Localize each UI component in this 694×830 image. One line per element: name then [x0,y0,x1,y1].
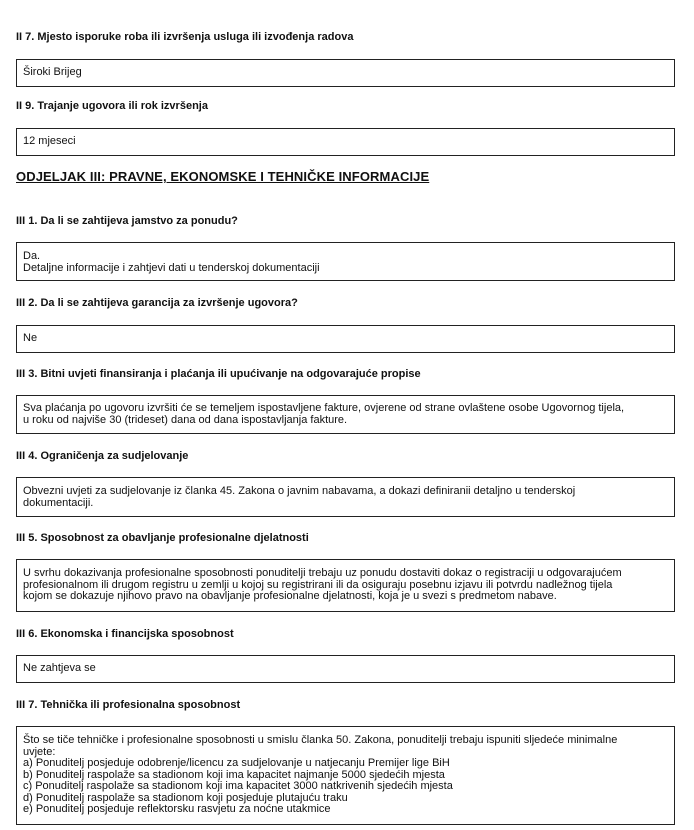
box-line: uvjete: [23,745,56,758]
box-line: Da. [23,250,41,262]
section-box-ii7 [16,59,675,87]
box-line: Obvezni uvjeti za sudjelovanje iz članka 45. Zakona o javnim nabavama, a dokazi definiranii detaljno u tenderskoj [23,485,576,497]
section-box-iii3 [16,395,675,434]
box-line: Ne zahtjeva se [23,662,96,674]
section-label-iii7: III 7. Tehnička ili profesionalna sposobnost [16,699,241,711]
section-box-ii9 [16,128,675,156]
box-line: Što se tiče tehničke i profesionalne sposobnosti u smislu članka 50. Zakona, ponuditelji trebaju ispuniti sljedeće minimalne [23,734,618,746]
section-label-ii9: II 9. Trajanje ugovora ili rok izvršenja [16,100,208,112]
box-line: u roku od najviše 30 (trideset) dana od dana ispostavljanja fakture. [23,413,348,426]
box-line: dokumentaciji. [23,496,94,509]
box-line: Široki Brijeg [23,66,82,78]
section-label-ii7: II 7. Mjesto isporuke roba ili izvršenja usluga ili izvođenja radova [16,31,354,43]
section-box-iii6 [16,655,675,683]
section-label-iii5: III 5. Sposobnost za obavljanje profesionalne djelatnosti [16,532,309,544]
box-line: e) Ponuditelj posjeduje reflektorsku rasvjetu za noćne utakmice [23,803,331,815]
box-line: kojom se dokazuje njihovo pravo na obavljanje profesionalne djelatnosti, koja je u svezi s predmetom nabave. [23,590,557,602]
box-line: d) Ponuditelj raspolaže sa stadionom koji posjeduje plutajuću traku [23,791,348,804]
box-line: Sva plaćanja po ugovoru izvršiti će se temeljem ispostavljene fakture, ovjerene od strane ovlaštene osobe Ugovornog tijela, [23,402,625,414]
section-label-iii2: III 2. Da li se zahtijeva garancija za izvršenje ugovora? [16,297,298,309]
box-line: c) Ponuditelj raspolaže sa stadionom koji ima kapacitet 3000 natkrivenih sjedećih mjesta [23,780,453,792]
box-line: U svrhu dokazivanja profesionalne sposobnosti ponuditelji trebaju uz ponudu dostaviti dokaz o registraciji u odgovarajućem [23,567,622,579]
section-box-iii1 [16,242,675,281]
section-label-iii3: III 3. Bitni uvjeti finansiranja i plaćanja ili upućivanje na odgovarajuće propise [16,368,421,380]
section-box-iii5 [16,559,675,612]
section-label-iii1: III 1. Da li se zahtijeva jamstvo za ponudu? [16,215,238,227]
section-box-iii2 [16,325,675,353]
section-box-iii7 [16,726,675,825]
box-line: 12 mjeseci [23,135,76,147]
section-label-iii6: III 6. Ekonomska i financijska sposobnost [16,628,234,640]
box-line: Detaljne informacije i zahtjevi dati u tenderskoj dokumentaciji [23,261,320,274]
box-line: b) Ponuditelj raspolaže sa stadionom koji ima kapacitet najmanje 5000 sjedećih mjesta [23,768,445,781]
section-label-iii4: III 4. Ograničenja za sudjelovanje [16,450,189,462]
section-heading: ODJELJAK III: PRAVNE, EKONOMSKE I TEHNIČKE INFORMACIJE [16,169,430,184]
box-line: Ne [23,332,38,344]
section-box-iii4 [16,477,675,517]
box-line: profesionalnom ili drugom registru u zemlji u kojoj su registrirani ili da osiguraju posebnu izjavu ili potvrdu nadležnog tijela [23,578,613,591]
box-line: a) Ponuditelj posjeduje odobrenje/licencu za sudjelovanje u natjecanju Premijer lige BiH [23,757,450,769]
